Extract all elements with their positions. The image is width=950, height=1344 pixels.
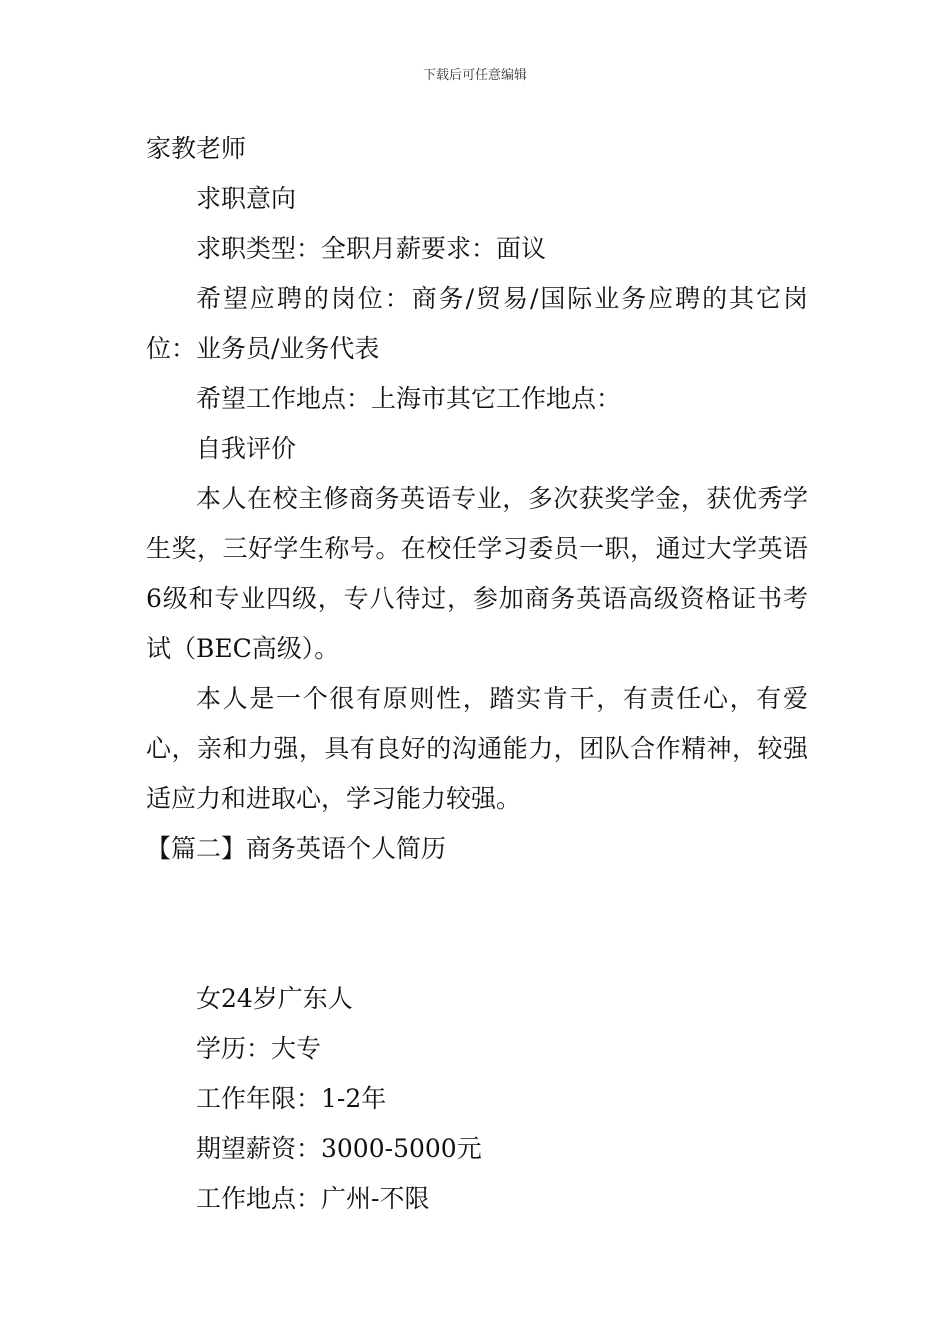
profile-education: 学历：大专	[196, 1034, 322, 1063]
blank-space	[146, 874, 808, 974]
desired-location-line: 希望工作地点：上海市其它工作地点：	[196, 384, 622, 413]
profile-basic: 女24岁广东人	[196, 984, 353, 1013]
section-title-self-evaluation: 自我评价	[196, 434, 297, 463]
desired-positions-line: 希望应聘的岗位：商务/贸易/国际业务应聘的其它岗位：业务员/业务代表	[146, 284, 808, 363]
self-evaluation-paragraph-2: 本人是一个很有原则性，踏实肯干，有责任心，有爱心，亲和力强，具有良好的沟通能力，团队合作精神，较强适应力和进取心，学习能力较强。	[146, 684, 808, 813]
profile-work-location: 工作地点：广州-不限	[196, 1184, 430, 1213]
profile-salary: 期望薪资：3000-5000元	[196, 1134, 482, 1163]
page-header-note: 下载后可任意编辑	[422, 68, 527, 83]
profile-experience: 工作年限：1-2年	[196, 1084, 387, 1113]
document-body	[146, 124, 808, 1224]
self-evaluation-paragraph-1: 本人在校主修商务英语专业，多次获奖学金，获优秀学生奖，三好学生称号。在校任学习委员一职，通过大学英语6级和专业四级，专八待过，参加商务英语高级资格证书考试（BEC高级）。	[146, 484, 808, 663]
doc-heading: 家教老师	[146, 134, 247, 163]
part2-title: 【篇二】商务英语个人简历	[146, 834, 447, 863]
section-title-job-intention: 求职意向	[196, 184, 297, 213]
job-type-line: 求职类型：全职月薪要求：面议	[196, 234, 547, 263]
